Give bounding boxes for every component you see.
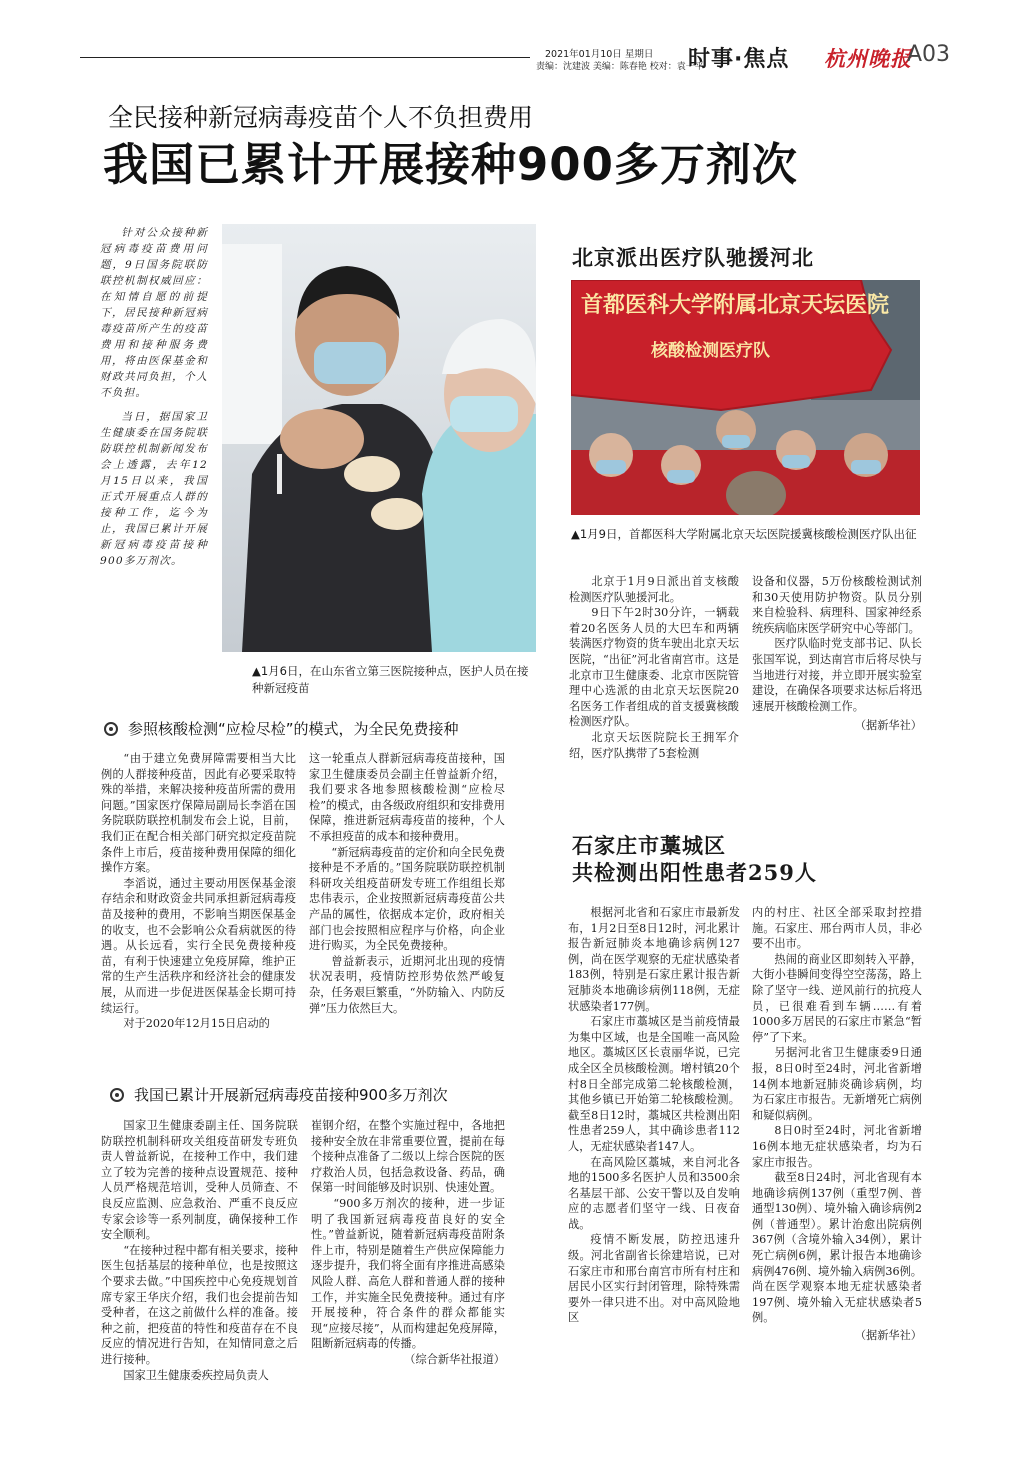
sjz-paragraph: 截至8日24时，河北省现有本地确诊病例137例（重型7例、普通型130例）、境外输入确诊病例2例（普通型）。累计治愈出院病例367例（含境外输入34例），累计死亡病例6例，累计报告本地确诊病例476例、境外输入病例36例。尚在医学观察本地无症状感染者197例、境外输入无症状感染者5例。 [752,1171,922,1325]
sjz-paragraph: 热闹的商业区即刻转入平静，大街小巷瞬间变得空空荡荡，路上除了坚守一线、逆风前行的抗疫人员，已很难看到车辆……有着1000多万居民的石家庄市紧急“暂停”了下来。 [752,952,922,1044]
section2-source: （综合新华社报道） [404,1352,505,1366]
section1-paragraph: 对于2020年12月15日启动的 [123,1017,270,1031]
medical-team-illustration [571,280,920,515]
section1-right-column [309,751,505,1016]
section1-heading [104,718,459,739]
beijing-paragraph: 设备和仪器，5万份核酸检测试剂和30天使用防护物资。队员分别来自检验科、病理科、国家神经系统疾病临床医学研究中心等部门。 [752,575,922,635]
masthead-editors: 责编：沈建波 美编：陈春艳 校对：袁一平 [536,62,704,72]
vaccination-illustration [222,224,536,652]
section2-paragraph: “900多万剂次的接种，进一步证明了我国新冠病毒疫苗良好的安全性。”曾益新说，随着新冠病毒疫苗附条件上市，特别是随着生产供应保障能力逐步提升，我们将全面有序推进高感染风险人群、高危人群和普通人群的接种工作，并实施全民免费接种。通过有序开展接种，符合条件的群众都能实现“应接尽接”，从而构建起免疫屏障，阻断新冠病毒的传播。 [311,1196,505,1351]
beijing-paragraph: 北京于1月9日派出首支核酸检测医疗队驰援河北。 [569,575,739,604]
medical-team-photo-caption: ▲1月9日，首都医科大学附属北京天坛医院援冀核酸检测医疗队出征 [571,527,917,541]
beijing-left-column [569,574,739,761]
sjz-paragraph: 石家庄市藁城区是当前疫情最为集中区域，也是全国唯一高风险地区。藁城区区长袁丽华说，已完成全区全员核酸检测。增村镇20个村8日全部完成第二轮核酸检测，其他乡镇已开始第二轮核酸检测。截至8日12时，藁城区共检测出阳性患者259人，其中确诊患者112人，无症状感染者147人。 [568,1015,740,1153]
sjz-headline-line2: 共检测出阳性患者259人 [572,860,817,885]
section1-paragraph: 这一轮重点人群新冠病毒疫苗接种，国家卫生健康委员会副主任曾益新介绍，我们要求各地参照核酸检测“应检尽检”的模式，由各级政府组织和安排费用保障，推进新冠病毒疫苗的接种，个人不承担疫苗的成本和接种费用。 [309,752,505,843]
lead-intro-paragraph: 针对公众接种新冠病毒疫苗费用问题，9日国务院联防联控机制权威回应：在知情自愿的前提下，居民接种新冠病毒疫苗所产生的疫苗费用和接种服务费用，将由医保基金和财政共同负担，个人不负担。 [100,227,208,399]
section1-title: 参照核酸检测“应检尽检”的模式，为全民免费接种 [128,720,459,738]
sjz-paragraph: 根据河北省和石家庄市最新发布，1月2日至8日12时，河北累计报告新冠肺炎本地确诊病例127例，尚在医学观察的无症状感染者183例，特别是石家庄累计报告新冠肺炎本地确诊病例118例，无症状感染者177例。 [568,906,740,1013]
section2-heading [110,1084,448,1105]
sjz-right-column [752,905,922,1344]
bullet-circle-icon [104,722,118,736]
section1-paragraph: “由于建立免费屏障需要相当大比例的人群接种疫苗，因此有必要采取特殊的举措，来解决接种疫苗所需的费用问题。”国家医疗保障局副局长李滔在国务院联防联控机制发布会上说，目前，我们正在配合相关部门研究拟定疫苗院条件上市后，疫苗接种费用保障的细化操作方案。 [101,752,296,875]
beijing-paragraph: 医疗队临时党支部书记、队长张国军说，到达南宫市后将尽快与当地进行对接，并立即开展实验室建设，在确保各项要求达标后将迅速展开核酸检测工作。 [752,637,922,713]
section2-title: 我国已累计开展新冠病毒疫苗接种900多万剂次 [134,1086,448,1104]
section1-paragraph: “新冠病毒疫苗的定价和向全民免费接种是不矛盾的。”国务院联防联控机制科研攻关组疫苗研发专班工作组组长郑忠伟表示，企业按照新冠病毒疫苗公共产品的属性，依据成本定价，政府相关部门也会按照相应程序与价格，向企业进行购买，为全民免费接种。 [309,845,505,953]
section2-left-column [101,1118,298,1383]
section2-right-column [311,1118,505,1368]
lead-intro-paragraph: 当日，据国家卫生健康委在国务院联防联控机制新闻发布会上透露，去年12月15日以来，我国正式开展重点人群的接种工作，迄今为止，我国已累计开展新冠病毒疫苗接种900多万剂次。 [100,411,208,567]
masthead [0,0,1034,80]
sjz-paragraph: 疫情不断发展，防控迅速升级。河北省副省长徐建培说，已对石家庄市和邢台南宫市所有村庄和居民小区实行封闭管理，除特殊需要外一律只进不出。对中高风险地区 [568,1233,740,1325]
medical-team-photo [571,280,920,515]
sjz-paragraph: 8日0时至24时，河北省新增16例本地无症状感染者，均为石家庄市报告。 [752,1124,922,1169]
lead-intro [100,225,208,569]
bullet-circle-icon [110,1088,124,1102]
sjz-paragraph: 另据河北省卫生健康委9日通报，8日0时至24时，河北省新增14例本地新冠肺炎确诊病例，均为石家庄市报告。无新增死亡病例和疑似病例。 [752,1046,922,1122]
masthead-rule [80,57,530,58]
sjz-paragraph: 内的村庄、社区全部采取封控措施。石家庄、邢台两市人员，非必要不出市。 [752,906,922,951]
beijing-source: （据新华社） [854,719,922,733]
section1-paragraph: 曾益新表示，近期河北出现的疫情状况表明，疫情防控形势依然严峻复杂，任务艰巨繁重，“外防输入、内防反弹”压力依然巨大。 [309,954,505,1015]
sjz-source: （据新华社） [854,1329,922,1343]
sjz-paragraph: 在高风险区藁城，来自河北各地的1500多名医护人员和3500余名基层干部、公安干警以及自发响应的志愿者们坚守一线、日夜奋战。 [568,1155,740,1231]
lead-headline: 我国已累计开展接种900多万剂次 [103,138,798,191]
section1-left-column [101,751,296,1032]
beijing-paragraph: 北京天坛医院院长王拥军介绍，医疗队携带了5套检测 [569,730,739,760]
section1-paragraph: 李滔说，通过主要动用医保基金滚存结余和财政资金共同承担新冠病毒疫苗及接种的费用，不影响当期医保基金的收支，也不会影响公众看病就医的待遇。从长远看，实行全民免费接种疫苗，有利于快速建立免疫屏障，维护正常的生产生活秩序和经济社会的健康发展，从而进一步促进医保基金长期可持续运行。 [101,876,296,1015]
banner-text-line2: 核酸检测医疗队 [651,341,770,361]
beijing-right-column [752,574,922,734]
page-number: A03 [907,42,951,67]
masthead-date: 2021年01月10日 星期日 [545,49,654,60]
newspaper-logo: 杭州晚报 [824,46,912,71]
section2-paragraph: 国家卫生健康委副主任、国务院联防联控机制科研攻关组疫苗研发专班负责人曾益新说，在接种工作中，我们建立了较为完善的接种点设置规范、接种人员严格规范培训，受种人员筛查、不良反应监测、应急救治、严重不良反应专家会诊等一系列制度，确保接种工作安全顺利。 [101,1119,298,1242]
vaccination-photo-caption: ▲1月6日，在山东省立第三医院接种点，医护人员在接种新冠疫苗 [252,664,529,695]
section2-paragraph: 崔钢介绍，在整个实施过程中，各地把接种安全放在非常重要位置，提前在每个接种点准备了二级以上综合医院的医疗救治人员，包括急救设备、药品，确保第一时间能够及时识别、快速处置。 [311,1119,505,1195]
lead-kicker: 全民接种新冠病毒疫苗个人不负担费用 [108,103,534,132]
sjz-headline-line1: 石家庄市藁城区 [572,833,726,858]
banner-text-line1: 首都医科大学附属北京天坛医院 [581,293,890,318]
section2-paragraph: “在接种过程中都有相关要求，接种医生包括基层的接种单位，也是按照这个要求去做。”中国疾控中心免疫规划首席专家王华庆介绍，我们也会提前告知受种者，在这之前做什么样的准备。接种之前，把疫苗的特性和疫苗存在不良反应的情况进行告知，在知情同意之后进行接种。 [101,1243,298,1366]
sjz-left-column [568,905,740,1326]
beijing-headline: 北京派出医疗队驰援河北 [572,245,814,270]
section-label: 时事·焦点 [688,47,790,72]
section2-paragraph: 国家卫生健康委疾控局负责人 [123,1368,269,1382]
beijing-paragraph: 9日下午2时30分许，一辆载着20名医务人员的大巴车和两辆装满医疗物资的货车驶出北京天坛医院，“出征”河北省南宫市。这是北京市卫生健康委、北京市医院管理中心选派的由北京天坛医院20名医务工作者组成的首支援冀核酸检测医疗队。 [569,606,739,729]
vaccination-photo [222,224,536,652]
